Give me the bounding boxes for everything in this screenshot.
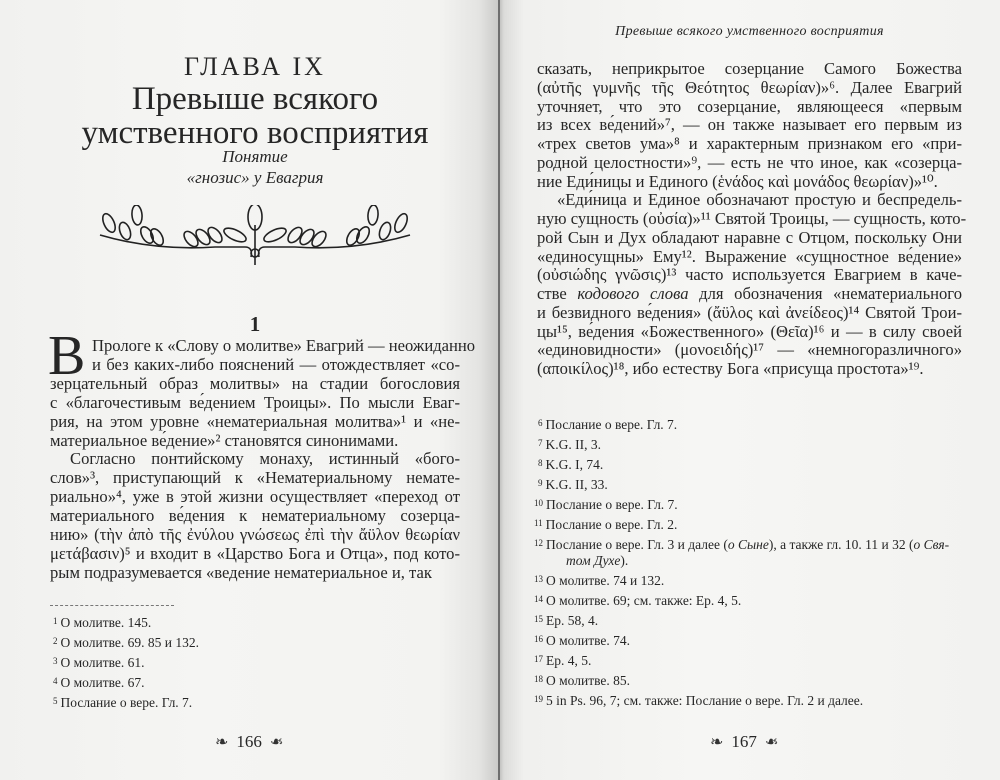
text-line: материального ве́дения к нематериальному созерца- — [50, 506, 460, 526]
text-segment: Послание о вере. Гл. 2. — [545, 517, 678, 532]
subtitle-line: Понятие — [222, 147, 288, 166]
page-number: 166 — [236, 732, 262, 751]
text-line: «единосущны» Ему¹². Выражение «сущностное ве́дение» — [537, 246, 962, 266]
leaf-flourish-icon: ❧ — [764, 734, 779, 751]
text-line: (αποικίλος)¹⁸, ибо естеству Бога «присуща простота»¹⁹. — [537, 359, 924, 378]
footnote-text: Послание о вере. Гл. 7. — [60, 695, 193, 710]
text-line: Согласно понтийскому монаху, истинный «бого- — [70, 449, 460, 469]
footnote-text: О молитве. 61. — [60, 655, 145, 670]
footnote — [53, 654, 145, 672]
subtitle-line: «гнозис» у Евагрия — [186, 168, 324, 187]
text-segment: Послание о вере. Гл. 3 и далее ( — [546, 537, 728, 552]
text-segment: Послание о вере. Гл. 7. — [545, 417, 678, 432]
book-gutter — [498, 0, 500, 780]
footnote-number: 13 — [534, 574, 543, 584]
footnote-number: 14 — [534, 594, 543, 604]
text-line: ную сущность (οὐσία)»¹¹ Святой Троицы, — сущность, кото- — [537, 209, 967, 228]
footnote — [538, 436, 601, 454]
text-line: рым подразумевается «ведение нематериальное и, так — [50, 562, 432, 582]
footnote — [534, 516, 677, 534]
leaf-flourish-icon: ❧ — [269, 734, 284, 751]
footnote-number: 8 — [538, 458, 543, 468]
footnote — [534, 496, 678, 514]
footnote — [534, 692, 863, 710]
text-line: зерцательный образ молитвы» на стадии богословия — [50, 373, 460, 393]
text-segment: стве — [537, 284, 578, 303]
text-segment: О молитве. 74 и 132. — [546, 573, 665, 588]
text-segment: О молитве. 74. — [546, 633, 631, 648]
footnote-number: 19 — [534, 694, 543, 704]
chapter-title-line: Превыше всякого — [131, 81, 379, 117]
chapter-subtitle — [0, 146, 510, 188]
text-line: «Еди́ница и Единое обозначают простую и беспредель- — [557, 190, 962, 210]
text-segment: ), а также гл. 10. 11 и 32 ( — [768, 537, 914, 552]
leaf-flourish-icon: ❧ — [710, 734, 724, 751]
text-line: и без каких-либо пояснений — отождествляет «со- — [92, 354, 460, 374]
footnote-number: 11 — [534, 518, 543, 528]
footnote-text: О молитве. 145. — [60, 615, 152, 630]
text-line: μετάβασιν)⁵ и входит в «Царство Бога и Отца», под кото- — [50, 543, 460, 563]
footnote-number: 5 — [53, 696, 58, 706]
text-line: из всех ве́дений»⁷, — он также называет его первым из — [537, 115, 962, 135]
footnote — [534, 672, 630, 690]
footnote — [534, 612, 598, 630]
text-line: родной целостности»⁹, — есть не что иное, как «созерца- — [537, 152, 962, 172]
footnote — [538, 456, 603, 474]
text-segment: K.G. II, 3. — [545, 437, 601, 452]
section-number: 1 — [249, 312, 261, 336]
page-number: 167 — [731, 732, 757, 751]
italic-text: том Духе — [566, 553, 621, 568]
footnote-number: 10 — [534, 498, 543, 508]
text-segment: Ep. 4, 5. — [546, 653, 592, 668]
footnote-number: 4 — [53, 676, 58, 686]
footnote-number: 17 — [534, 654, 543, 664]
footnote-number: 15 — [534, 614, 543, 624]
footnote — [534, 652, 591, 670]
footnote-number: 6 — [538, 418, 543, 428]
footnote-number: 3 — [53, 656, 58, 666]
text-line: сказать, неприкрытое созерцание Самого Божества — [537, 59, 962, 78]
footnote-number: 1 — [53, 616, 58, 626]
footnote — [534, 572, 664, 590]
drop-cap: В — [48, 325, 86, 387]
chapter-title — [0, 82, 510, 150]
footnote — [534, 632, 630, 650]
footnote — [53, 694, 192, 712]
right-page — [499, 0, 1000, 780]
text-line: слов»³, приступающий к «Нематериальному немате- — [50, 468, 460, 488]
text-line: материальное ве́дение»² становятся синонимами. — [50, 430, 399, 450]
footnote-number: 2 — [53, 636, 58, 646]
text-segment: О молитве. 69; см. также: Ep. 4, 5. — [546, 593, 742, 608]
text-segment: для обозначения «нематериального — [688, 284, 962, 303]
text-segment: 5 in Ps. 96, 7; см. также: Послание о вере. Гл. 2 и далее. — [546, 693, 864, 708]
text-segment: О молитве. 85. — [546, 673, 631, 688]
text-line: (οὐσιώδης γνῶσις)¹³ часто используется Евагрием в каче- — [537, 265, 962, 285]
leaf-flourish-icon: ❧ — [215, 734, 229, 751]
text-line: уточняет, что это созерцание, являющееся «первым — [537, 96, 962, 116]
footnote — [53, 674, 145, 692]
footnote — [534, 592, 741, 610]
chapter-label: ГЛАВА IX — [184, 52, 326, 81]
footnote-text: О молитве. 69. 85 и 132. — [60, 635, 199, 650]
footnote-number: 16 — [534, 634, 543, 644]
text-segment: Послание о вере. Гл. 7. — [546, 497, 678, 512]
text-line: и безвидного ве́дения» (ἄϋλος καὶ ἀνείδεος)¹⁴ Святой Трои- — [537, 302, 962, 322]
page-number-167 — [710, 732, 778, 752]
text-segment: K.G. I, 74. — [545, 457, 604, 472]
italic-text: кодового слова — [577, 284, 689, 303]
text-line: «трех светов ума»⁸ и характерным признаком его «при- — [537, 134, 962, 153]
text-line: (αὐτῆς γυμνῆς τῆς Θεότητος θεωρίαν)»⁶. Далее Евагрий — [537, 77, 962, 97]
text-line: ние Еди́ницы и Единого (ἑνάδος καὶ μονάδος θεωρίαν)»¹⁰. — [537, 171, 938, 191]
leaf-vine-ornament-icon — [95, 205, 415, 267]
text-line: цы¹⁵, ве́дения «Божественного» (Θεῖα)¹⁶ и — в силу своей — [537, 321, 962, 341]
footnote — [53, 614, 151, 632]
footnote — [538, 416, 677, 434]
text-line: рой Сын и Дух обладают наравне с Отцом, поскольку Они — [537, 227, 962, 247]
text-line — [537, 284, 962, 303]
text-line: риально»⁴, уже в этой жизни осуществляет «переход от — [50, 487, 460, 507]
footnote-number: 12 — [534, 538, 543, 548]
text-line: Прологе к «Слову о молитве» Евагрий — неожиданно — [92, 336, 476, 355]
text-line: «единовидности» (μονοειδής)¹⁷ — «немногоразличного» — [537, 340, 962, 360]
text-segment: ). — [620, 553, 629, 568]
footnote-number: 9 — [538, 478, 543, 488]
text-line: с «благочестивым ве́дением Троицы». По мысли Еваг- — [50, 392, 460, 412]
text-line: нию» (τὴν ἀπὸ τῆς ἐνύλου γνώσεως ἐπὶ τὴν ἄϋλον θεωρίαν — [50, 525, 460, 544]
left-page — [0, 0, 499, 780]
text-segment: K.G. II, 33. — [545, 477, 608, 492]
footnote — [538, 476, 608, 494]
chapter-title-line: умственного восприятия — [81, 115, 429, 151]
text-segment: Ep. 58, 4. — [546, 613, 599, 628]
running-head: Превыше всякого умственного восприятия — [615, 24, 884, 39]
italic-text: о Свя- — [913, 537, 950, 552]
italic-text: о Сыне — [727, 537, 769, 552]
footnote-continuation — [566, 552, 628, 570]
text-line: рия, на этом уровне «нематериальная молитва»¹ и «не- — [50, 411, 460, 431]
footnote — [53, 634, 199, 652]
footnote-number: 7 — [538, 438, 543, 448]
footnote-number: 18 — [534, 674, 543, 684]
footnote-text: О молитве. 67. — [60, 675, 145, 690]
page-number-166 — [215, 732, 283, 752]
footnote-divider — [50, 605, 174, 606]
